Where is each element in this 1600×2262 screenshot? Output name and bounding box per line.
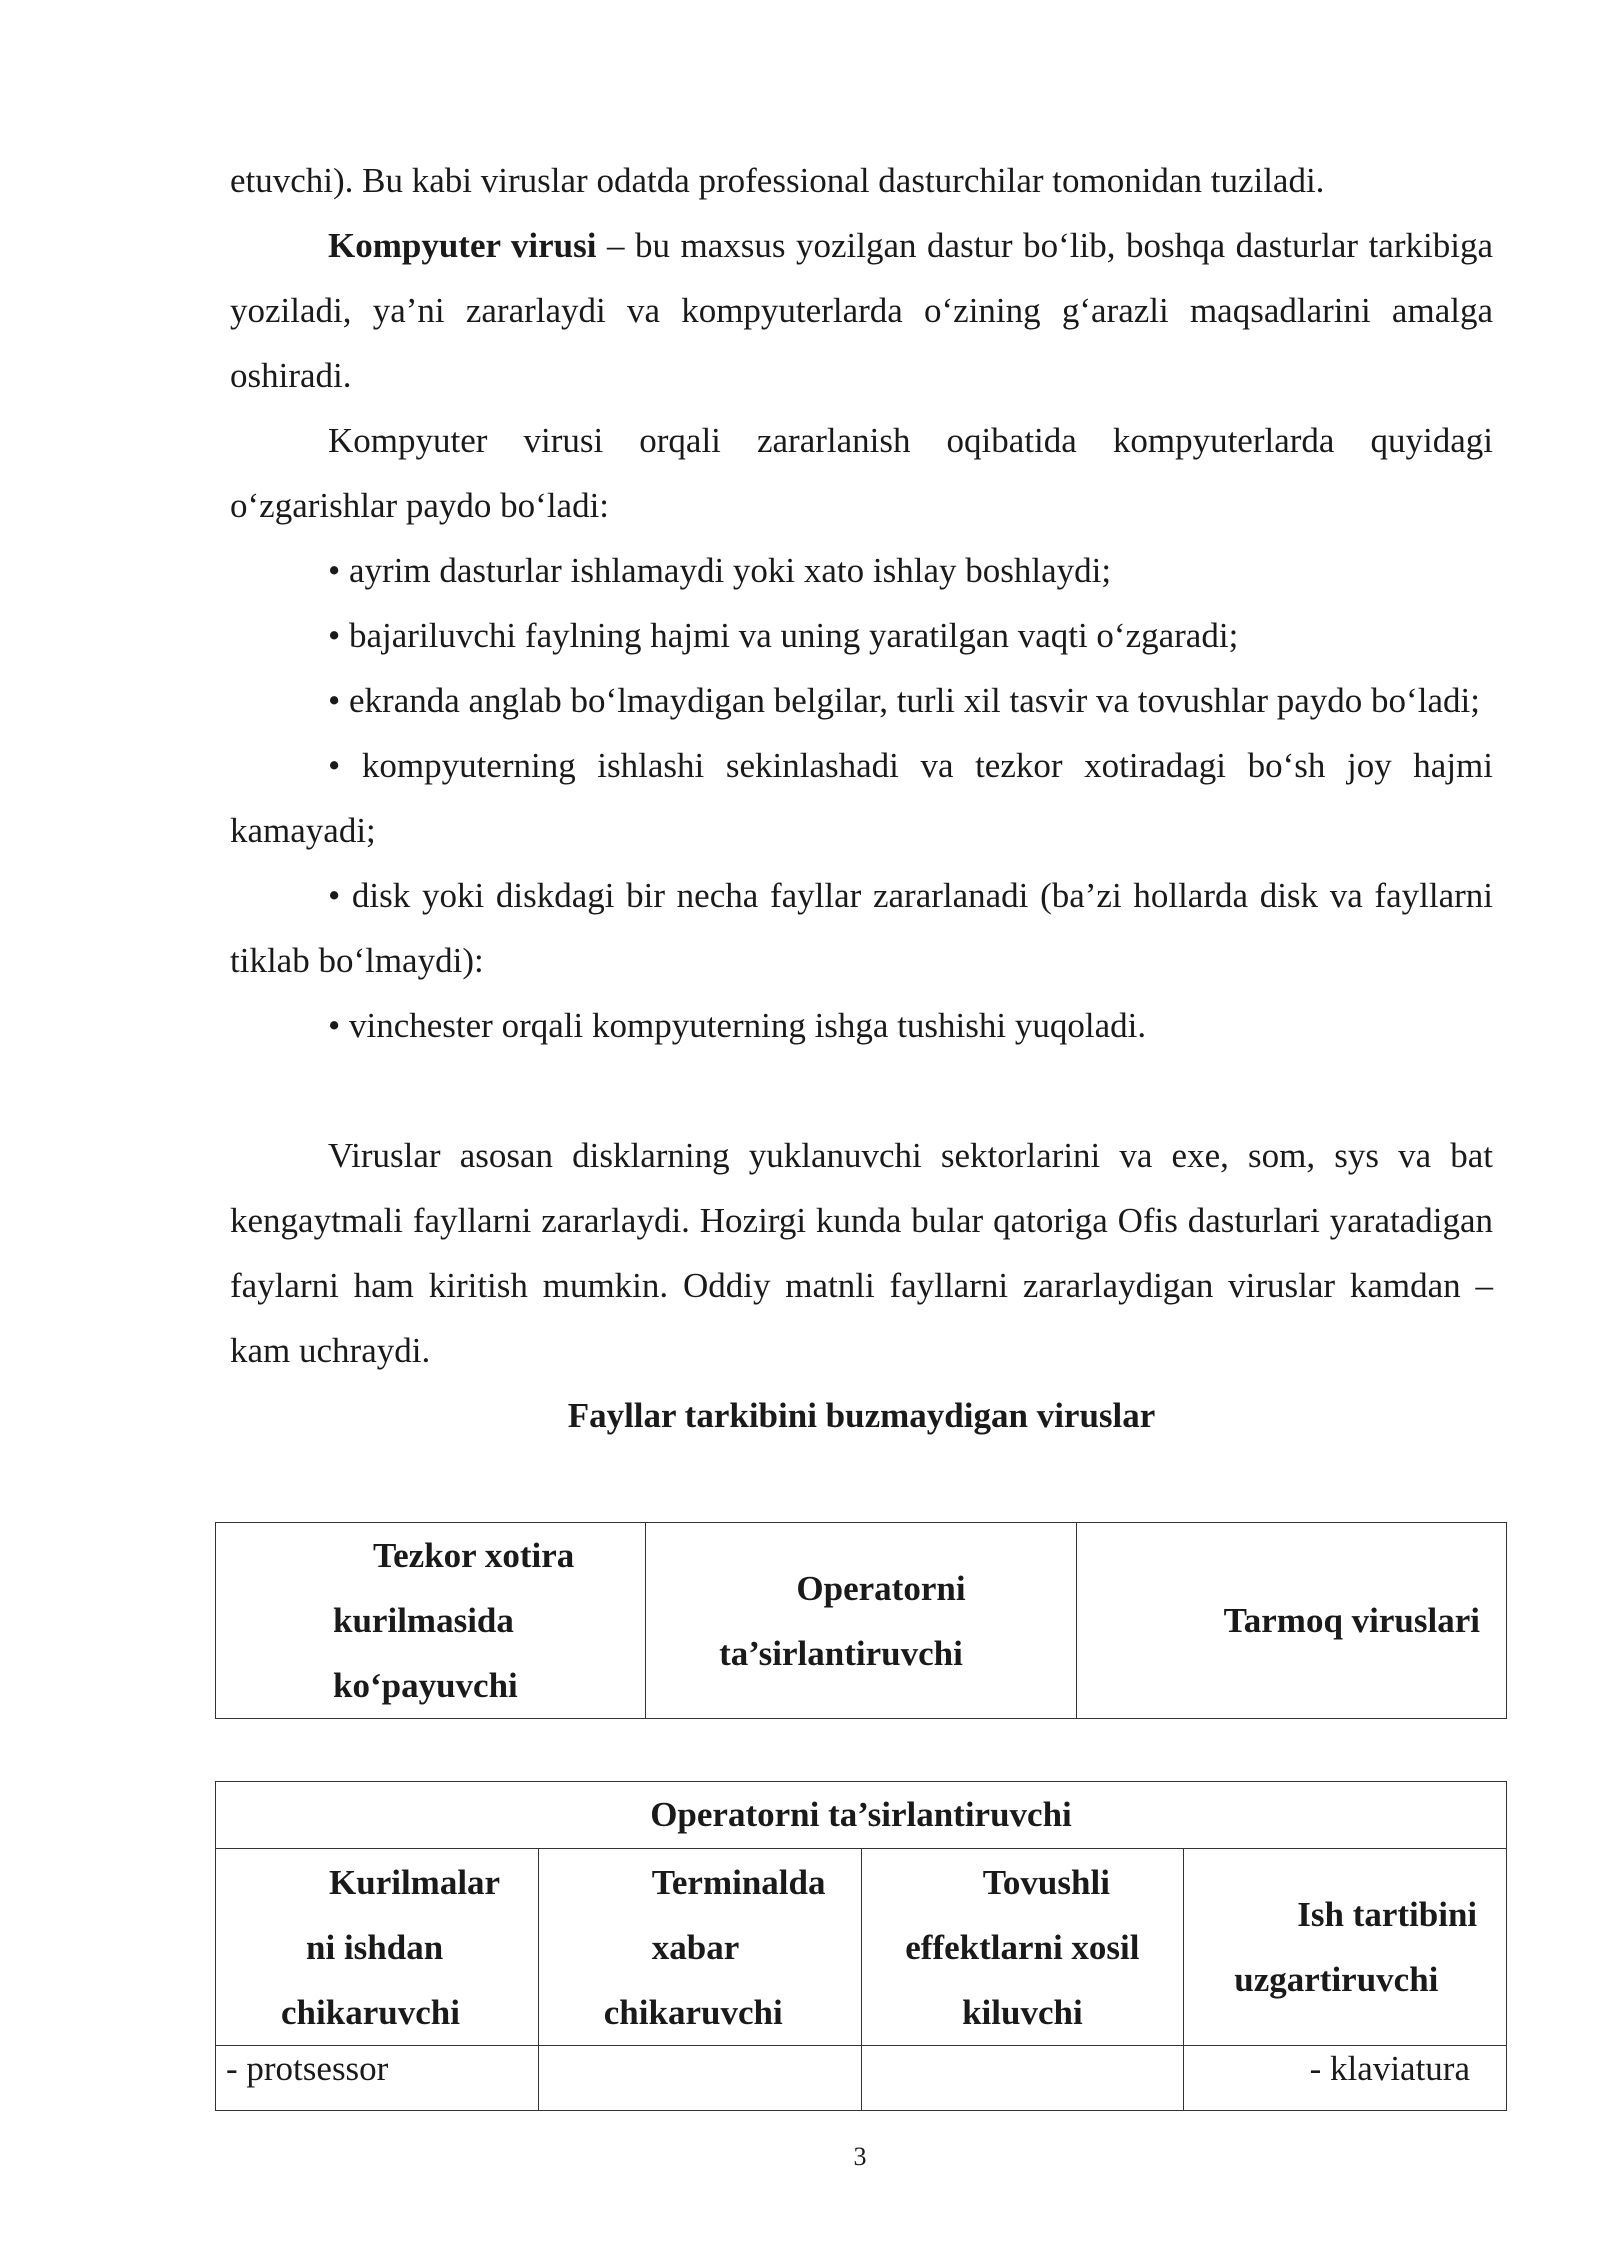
cell-line: ta’sirlantiruvchi <box>719 1633 963 1673</box>
cell-line: effektlarni xosil <box>905 1927 1140 1967</box>
cell-line: Tovushli <box>982 1862 1110 1902</box>
bullet-item: • ekranda anglab bo‘lmaydigan belgilar, turli xil tasvir va tovushlar paydo bo‘ladi; <box>328 681 1480 720</box>
cell-line: Tezkor xotira <box>373 1536 575 1575</box>
paragraph-0: etuvchi). Bu kabi viruslar odatda professional dasturchilar tomonidan tuziladi. <box>230 161 1325 200</box>
paragraph-definition <box>230 213 1493 408</box>
table-cell <box>1184 1849 1507 2046</box>
table-cell <box>538 2046 861 2111</box>
cell-line: kiluvchi <box>962 1992 1083 2032</box>
term-kompyuter-virusi: Kompyuter virusi <box>328 226 597 265</box>
cell-line: Ish tartibini <box>1297 1895 1478 1934</box>
spacer <box>230 1058 1493 1123</box>
table-cell <box>861 1849 1184 2046</box>
table-cell <box>216 1523 646 1719</box>
bullet-item: • ayrim dasturlar ishlamaydi yoki xato ishlay boshlaydi; <box>328 551 1112 590</box>
cell-line: ko‘payuvchi <box>333 1666 518 1705</box>
operator-virus-table <box>215 1781 1507 2111</box>
table-cell: Tarmoq viruslari <box>1076 1523 1506 1719</box>
paragraph-consequences: Kompyuter virusi orqali zararlanish oqibatida kompyuterlarda quyidagi o‘zgarishlar paydo bo‘ladi: <box>230 421 1493 525</box>
bullet-item: • bajariluvchi faylning hajmi va uning yaratilgan vaqti o‘zgaradi; <box>328 616 1239 655</box>
cell-line: Terminalda <box>651 1862 826 1902</box>
cell-line: chikaruvchi <box>281 1992 460 2032</box>
table-cell: - klaviatura <box>1184 2046 1507 2111</box>
cell-line: Kurilmalar <box>329 1862 501 1902</box>
bullet-item: • kompyuterning ishlashi sekinlashadi va tezkor xotiradagi bo‘sh joy hajmi kamayadi; <box>230 746 1493 850</box>
table-cell <box>861 2046 1184 2111</box>
table-cell <box>646 1523 1076 1719</box>
cell-line: Operatorni <box>796 1568 966 1608</box>
page-number: 3 <box>853 2142 867 2171</box>
table-caption: Fayllar tarkibini buzmaydigan viruslar <box>567 1396 1156 1435</box>
bullet-item: • vinchester orqali kompyuterning ishga tushishi yuqoladi. <box>328 1006 1147 1045</box>
cell-line: ni ishdan <box>306 1927 444 1967</box>
table-cell <box>216 1849 539 2046</box>
table-header: Operatorni ta’sirlantiruvchi <box>216 1782 1507 1849</box>
bullet-item: • disk yoki diskdagi bir necha fayllar zararlanadi (ba’zi hollarda disk va fayllarni tiklab bo‘lmaydi): <box>230 876 1493 980</box>
table-cell <box>538 1849 861 2046</box>
cell-line: uzgartiruvchi <box>1234 1960 1439 1999</box>
paragraph-file-types: Viruslar asosan disklarning yuklanuvchi sektorlarini va exe, som, sys va bat kengaytmali fayllarni zararlaydi. Hozirgi kunda bular qatoriga Ofis dasturlari yaratadigan faylarni ham kiritish mumkin. Oddiy matnli fayllarni zararlaydigan viruslar kamdan – kam uchraydi. <box>230 1136 1493 1370</box>
virus-types-table <box>215 1522 1507 1719</box>
cell-line: chikaruvchi <box>603 1992 783 2032</box>
definition-text: – bu maxsus yozilgan dastur bo‘lib, boshqa dasturlar tarkibiga yoziladi, ya’ni zararlaydi va kompyuterlarda o‘zining g‘arazli maqsadlarini amalga oshiradi. <box>230 226 1493 395</box>
table-cell: - protsessor <box>216 2046 539 2111</box>
cell-line: kurilmasida <box>333 1601 514 1640</box>
body-text <box>230 148 1493 1448</box>
cell-line: xabar <box>651 1927 740 1967</box>
